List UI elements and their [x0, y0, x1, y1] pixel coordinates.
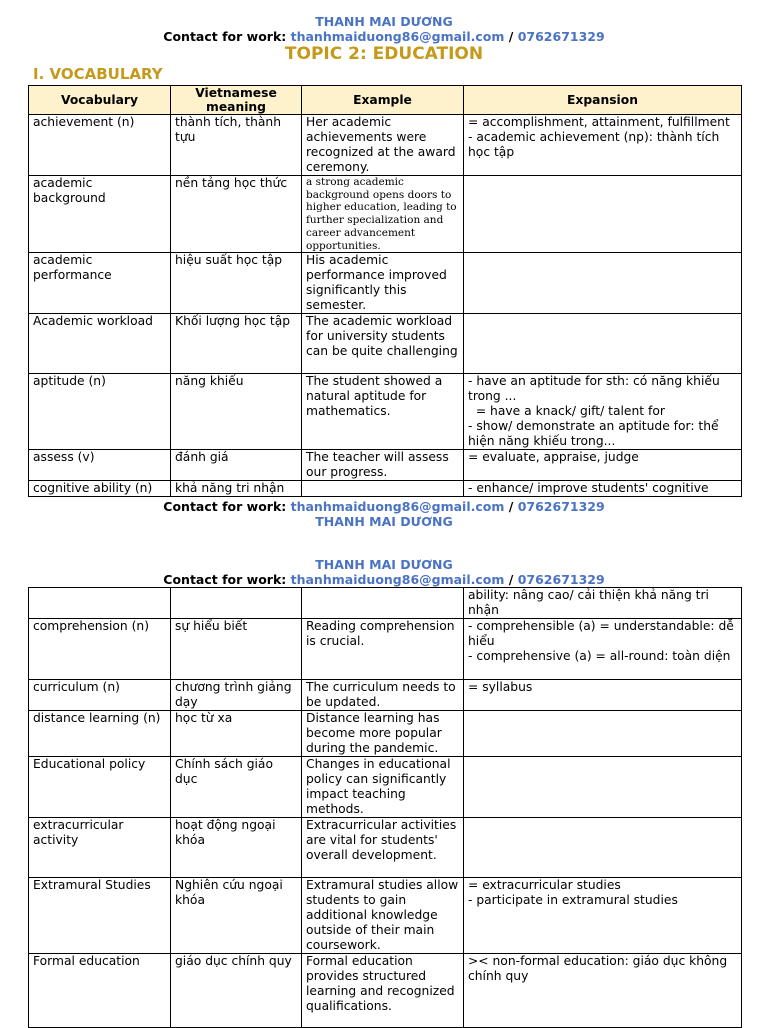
vocab-example: Extracurricular activities are vital for students' overall development. — [302, 818, 464, 878]
vocab-expansion — [464, 954, 742, 1028]
vocab-expansion — [464, 253, 742, 314]
vocab-example: The curriculum needs to be updated. — [302, 680, 464, 711]
expansion-line: - have an aptitude for sth: có năng khiếu trong ... — [468, 374, 724, 404]
page2-contact-separator: / — [508, 572, 514, 587]
table-row — [29, 757, 742, 818]
footer-contact-line: Contact for work: thanhmaiduong86@gmail.com / 0762671329 — [163, 499, 605, 514]
contact-line: Contact for work: thanhmaiduong86@gmail.com / 0762671329 — [163, 29, 605, 44]
vocab-word: Educational policy — [29, 757, 171, 818]
vocabulary-table — [28, 85, 742, 497]
header-expansion: Expansion — [464, 86, 742, 115]
vocab-word: cognitive ability (n) — [29, 481, 171, 497]
phone-number[interactable]: 0762671329 — [517, 29, 605, 44]
expansion-line: - comprehensible (a) = understandable: dễ hiểu — [468, 619, 738, 648]
vocab-expansion — [464, 374, 742, 450]
table-row — [29, 619, 742, 680]
vocab-example: a strong academic background opens doors to higher education, leading to further specialization and career advancement opportunities. — [302, 176, 464, 253]
section-heading: I. VOCABULARY — [33, 65, 163, 83]
table-row — [29, 954, 742, 1028]
vocab-word: aptitude (n) — [29, 374, 171, 450]
footer-contact-separator: / — [508, 499, 514, 514]
vocab-example — [302, 481, 464, 497]
page2-phone-number[interactable]: 0762671329 — [517, 572, 605, 587]
expansion-line: - enhance/ improve students' cognitive — [468, 481, 709, 496]
vocab-word: Academic workload — [29, 314, 171, 374]
vocab-example — [302, 588, 464, 619]
header-example: Example — [302, 86, 464, 115]
vocab-meaning: hoạt động ngoại khóa — [171, 818, 302, 878]
vocab-meaning: nền tảng học thức — [171, 176, 302, 253]
page2-contact-label: Contact for work — [163, 572, 282, 587]
contact-label: Contact for work — [163, 29, 282, 44]
vocab-example: Extramural studies allow students to gain additional knowledge outside of their main coursework. — [302, 878, 464, 954]
table-row — [29, 253, 742, 314]
table-row — [29, 314, 742, 374]
vocab-word — [29, 588, 171, 619]
vocab-meaning: giáo dục chính quy — [171, 954, 302, 1028]
expansion-line: - show/ demonstrate an aptitude for: thể hiện năng khiếu trong... — [468, 419, 723, 449]
page2-contact-line: Contact for work: thanhmaiduong86@gmail.com / 0762671329 — [163, 572, 605, 587]
contact-separator: / — [508, 29, 514, 44]
vocab-meaning: năng khiếu — [171, 374, 302, 450]
vocab-meaning: Nghiên cứu ngoại khóa — [171, 878, 302, 954]
vocab-expansion — [464, 757, 742, 818]
vocab-expansion — [464, 450, 742, 481]
vocabulary-table-continued — [28, 587, 742, 1028]
vocab-meaning: sự hiểu biết — [171, 619, 302, 680]
page-title: TOPIC 2: EDUCATION — [284, 44, 484, 64]
vocab-example: Reading comprehension is crucial. — [302, 619, 464, 680]
table-row — [29, 588, 742, 619]
vocab-expansion — [464, 481, 742, 497]
vocab-expansion — [464, 619, 742, 680]
vocab-expansion — [464, 115, 742, 176]
vocab-expansion — [464, 818, 742, 878]
expansion-line: - comprehensive (a) = all-round: toàn diện — [468, 649, 731, 663]
expansion-line: = accomplishment, attainment, fulfillment — [468, 115, 730, 129]
vocab-word: academic background — [29, 176, 171, 253]
expansion-line: = evaluate, appraise, judge — [468, 450, 639, 465]
vocab-expansion — [464, 176, 742, 253]
email-link[interactable]: thanhmaiduong86@gmail.com — [290, 29, 505, 44]
vocab-word: academic performance — [29, 253, 171, 314]
expansion-line: >< non-formal education: giáo dục không chính quy — [468, 954, 732, 983]
page2-email-link[interactable]: thanhmaiduong86@gmail.com — [290, 572, 505, 587]
header-vietnamese-meaning: Vietnamese meaning — [171, 86, 302, 115]
expansion-line: ability: nâng cao/ cải thiện khả năng tri nhận — [468, 588, 713, 617]
vocab-word: assess (v) — [29, 450, 171, 481]
table-row — [29, 818, 742, 878]
vocab-example: His academic performance improved significantly this semester. — [302, 253, 464, 314]
vocab-meaning: hiệu suất học tập — [171, 253, 302, 314]
vocab-meaning: học từ xa — [171, 711, 302, 757]
vocab-meaning — [171, 588, 302, 619]
vocab-meaning: thành tích, thành tựu — [171, 115, 302, 176]
table-row — [29, 176, 742, 253]
table-row — [29, 878, 742, 954]
vocab-example: The teacher will assess our progress. — [302, 450, 464, 481]
vocab-meaning: đánh giá — [171, 450, 302, 481]
vocab-example: Formal education provides structured learning and recognized qualifications. — [302, 954, 464, 1028]
vocab-word: curriculum (n) — [29, 680, 171, 711]
vocab-expansion — [464, 878, 742, 954]
expansion-line: - academic achievement (np): thành tích học tập — [468, 130, 724, 159]
expansion-line: = have a knack/ gift/ talent for — [468, 404, 665, 419]
header-vocabulary: Vocabulary — [29, 86, 171, 115]
vocab-word: extracurricular activity — [29, 818, 171, 878]
vocab-meaning: Khối lượng học tập — [171, 314, 302, 374]
table-row — [29, 450, 742, 481]
vocab-word: distance learning (n) — [29, 711, 171, 757]
vocab-expansion — [464, 680, 742, 711]
table-row — [29, 481, 742, 497]
vocab-expansion — [464, 588, 742, 619]
table-row — [29, 711, 742, 757]
vocab-example: The academic workload for university students can be quite challenging — [302, 314, 464, 374]
vocab-example: The student showed a natural aptitude for mathematics. — [302, 374, 464, 450]
footer-email-link[interactable]: thanhmaiduong86@gmail.com — [290, 499, 505, 514]
table-header-row — [29, 86, 742, 115]
expansion-line: = extracurricular studies — [468, 878, 621, 892]
footer-phone-number[interactable]: 0762671329 — [517, 499, 605, 514]
vocab-example: Changes in educational policy can significantly impact teaching methods. — [302, 757, 464, 818]
page2-author-name: THANH MAI DƯƠNG — [315, 557, 453, 572]
author-name: THANH MAI DƯƠNG — [315, 14, 453, 29]
vocab-meaning: khả năng tri nhận — [171, 481, 302, 497]
vocab-word: achievement (n) — [29, 115, 171, 176]
vocab-meaning: Chính sách giáo dục — [171, 757, 302, 818]
footer-contact-label: Contact for work — [163, 499, 282, 514]
vocab-word: comprehension (n) — [29, 619, 171, 680]
vocab-example: Distance learning has become more popular during the pandemic. — [302, 711, 464, 757]
vocab-example: Her academic achievements were recognized at the award ceremony. — [302, 115, 464, 176]
footer-author-name: THANH MAI DƯƠNG — [315, 514, 453, 529]
vocab-meaning: chương trình giảng dạy — [171, 680, 302, 711]
vocab-expansion — [464, 314, 742, 374]
table-row — [29, 680, 742, 711]
table-row — [29, 374, 742, 450]
expansion-line: = syllabus — [468, 680, 533, 694]
table-row — [29, 115, 742, 176]
vocab-word: Extramural Studies — [29, 878, 171, 954]
vocab-word: Formal education — [29, 954, 171, 1028]
expansion-line: - participate in extramural studies — [468, 893, 678, 907]
vocab-expansion — [464, 711, 742, 757]
